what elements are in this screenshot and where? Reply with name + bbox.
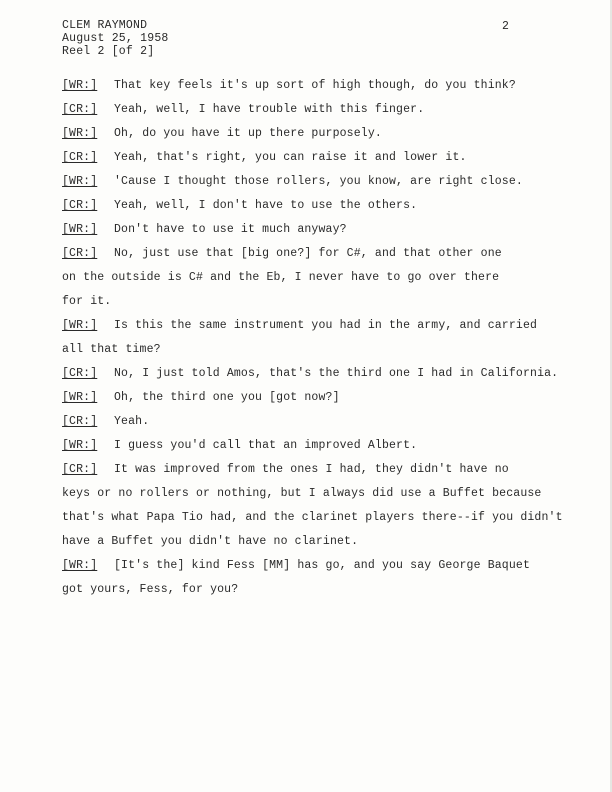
transcript-continuation [62,511,592,535]
transcript-line [62,559,592,583]
transcript-line [62,223,592,247]
line-text: have a Buffet you didn't have no clarinet. [62,535,359,548]
interview-date: August 25, 1958 [62,32,169,45]
line-text: Yeah, that's right, you can raise it and lower it. [114,151,467,164]
speaker-label: [CR:] [62,199,98,212]
page-number: 2 [502,20,509,33]
transcript-line [62,79,592,103]
transcript-line [62,319,592,343]
speaker-label: [WR:] [62,319,98,332]
line-text: That key feels it's up sort of high though, do you think? [114,79,516,92]
speaker-label: [CR:] [62,151,98,164]
line-text: Oh, do you have it up there purposely. [114,127,382,140]
speaker-label: [CR:] [62,415,98,428]
line-text: Don't have to use it much anyway? [114,223,347,236]
transcript-continuation [62,583,592,607]
line-text: for it. [62,295,112,308]
transcript-line [62,199,592,223]
transcript-line [62,103,592,127]
speaker-label: [WR:] [62,559,98,572]
transcript-line [62,391,592,415]
line-text: It was improved from the ones I had, they didn't have no [114,463,509,476]
transcript-line [62,415,592,439]
line-text: Yeah, well, I have trouble with this finger. [114,103,425,116]
line-text: [It's the] kind Fess [MM] has go, and you say George Baquet [114,559,531,572]
line-text: No, I just told Amos, that's the third one I had in California. [114,367,559,380]
line-text: Yeah, well, I don't have to use the others. [114,199,418,212]
speaker-label: [WR:] [62,391,98,404]
speaker-label: [WR:] [62,439,98,452]
transcript-line [62,463,592,487]
document-header [62,19,169,58]
speaker-label: [WR:] [62,127,98,140]
interviewee-name: CLEM RAYMOND [62,19,148,32]
line-text: on the outside is C# and the Eb, I never have to go over there [62,271,500,284]
speaker-label: [CR:] [62,103,98,116]
speaker-label: [WR:] [62,223,98,236]
transcript-continuation [62,487,592,511]
line-text: No, just use that [big one?] for C#, and that other one [114,247,502,260]
line-text: keys or no rollers or nothing, but I always did use a Buffet because [62,487,542,500]
line-text: Is this the same instrument you had in the army, and carried [114,319,538,332]
transcript-line [62,127,592,151]
transcript-continuation [62,535,592,559]
line-text: I guess you'd call that an improved Albert. [114,439,418,452]
speaker-label: [WR:] [62,175,98,188]
transcript-line [62,175,592,199]
transcript-continuation [62,343,592,367]
transcript-continuation [62,295,592,319]
line-text: that's what Papa Tio had, and the clarinet players there--if you didn't [62,511,563,524]
speaker-label: [CR:] [62,247,98,260]
transcript-line [62,367,592,391]
line-text: Oh, the third one you [got now?] [114,391,340,404]
line-text: got yours, Fess, for you? [62,583,239,596]
speaker-label: [WR:] [62,79,98,92]
transcript-body [62,79,592,607]
transcript-line [62,439,592,463]
speaker-label: [CR:] [62,463,98,476]
transcript-line [62,151,592,175]
reel-info: Reel 2 [of 2] [62,45,155,58]
speaker-label: [CR:] [62,367,98,380]
transcript-line [62,247,592,271]
line-text: Yeah. [114,415,150,428]
line-text: all that time? [62,343,161,356]
line-text: 'Cause I thought those rollers, you know, are right close. [114,175,523,188]
transcript-continuation [62,271,592,295]
